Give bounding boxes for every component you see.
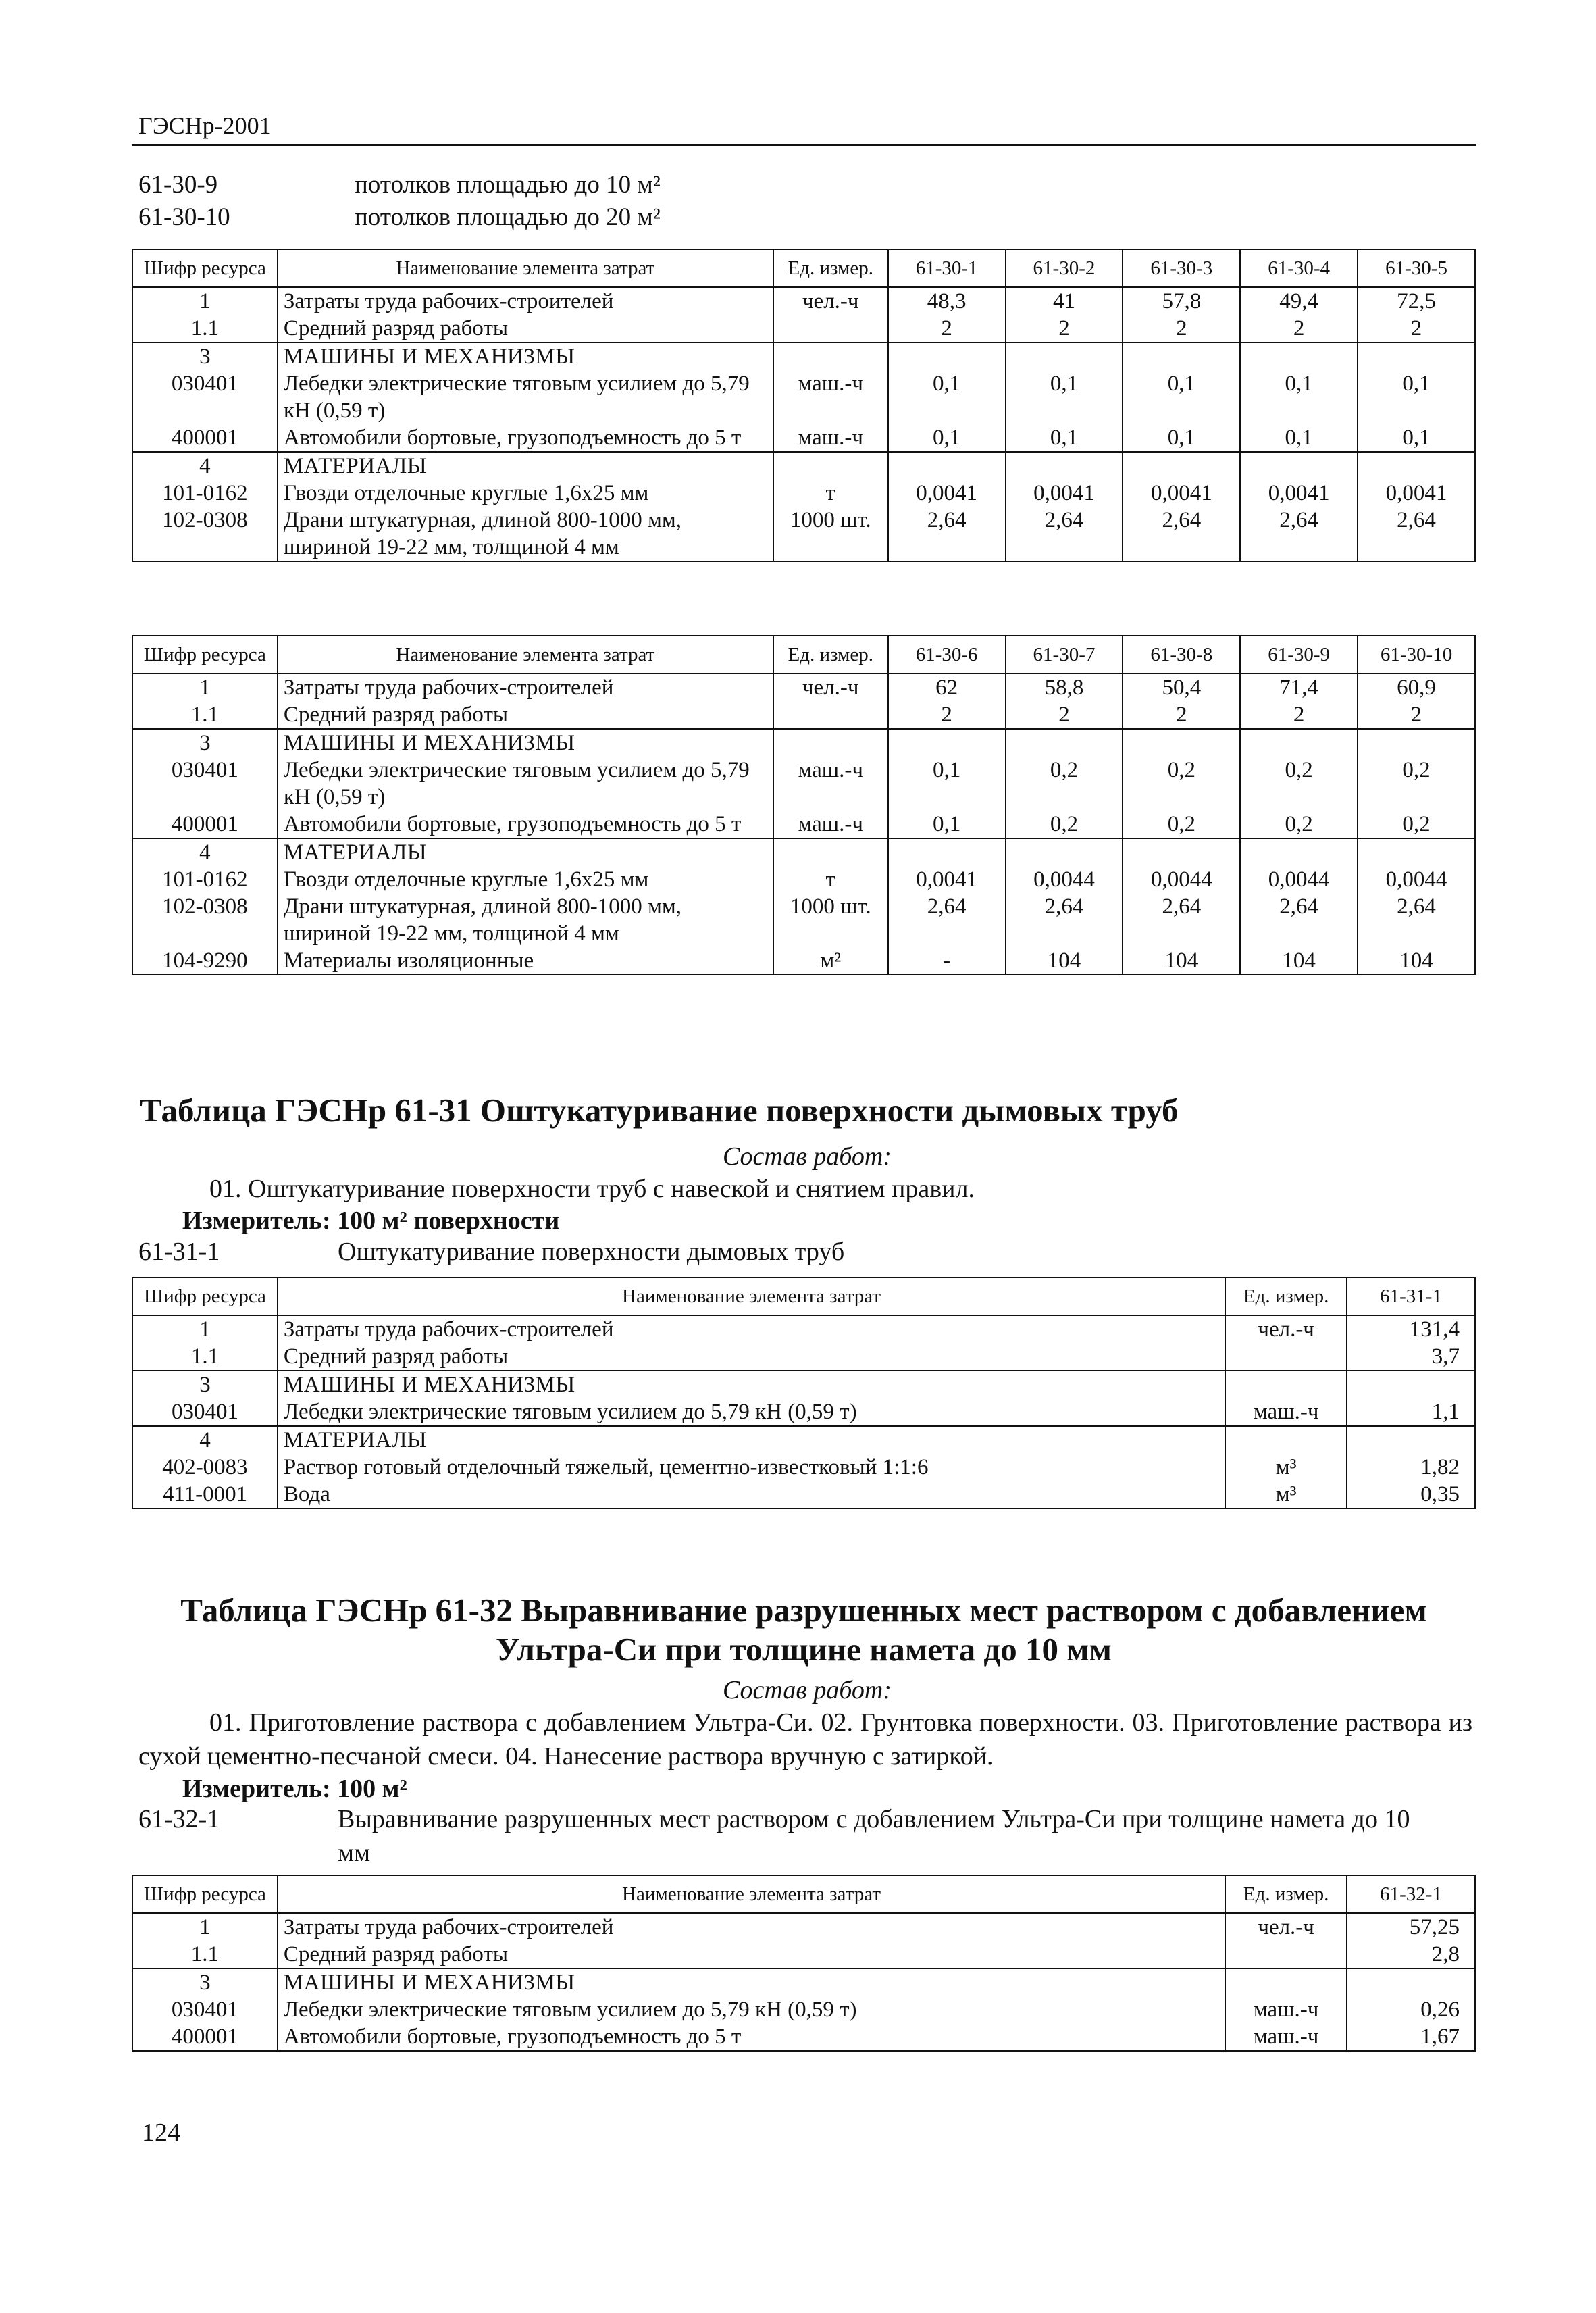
resource-code: 101-0162	[132, 480, 278, 507]
resource-name: Вода	[278, 1481, 1225, 1508]
intro-code-line	[138, 169, 661, 201]
value-cell	[1347, 1968, 1475, 1996]
intro-text: потолков площадью до 10 м²	[355, 171, 661, 199]
header-norm-code: 61-30-3	[1123, 249, 1240, 287]
running-header: ГЭСНр-2001	[138, 112, 272, 139]
value-cell: 1,82	[1347, 1454, 1475, 1481]
header-norm-code: 61-30-9	[1240, 636, 1358, 673]
table-header-row	[132, 1875, 1475, 1913]
unit-cell: м³	[1225, 1454, 1347, 1481]
table-row	[132, 424, 1475, 452]
unit-cell: маш.-ч	[773, 370, 888, 424]
unit-cell: маш.-ч	[773, 424, 888, 452]
resource-name: Автомобили бортовые, грузоподъемность до 5 т	[278, 424, 773, 452]
value-cell: 0,0041	[1358, 480, 1475, 507]
value-cell: 0,0044	[1006, 866, 1123, 893]
value-cell: 57,8	[1123, 287, 1240, 315]
unit-cell: чел.-ч	[1225, 1913, 1347, 1941]
value-cell	[1123, 729, 1240, 757]
meter-text: Измеритель: 100 м² поверхности	[182, 1206, 560, 1235]
resource-code: 104-9290	[132, 947, 278, 975]
value-cell: 2	[1240, 701, 1358, 729]
norm-code-line	[138, 1235, 1476, 1269]
value-cell: 0,1	[888, 811, 1006, 838]
section-title-61-31: Таблица ГЭСНр 61-31 Оштукатуривание поверхности дымовых труб	[140, 1092, 1179, 1129]
section-heading: МАТЕРИАЛЫ	[278, 1426, 1225, 1454]
value-cell: 0,1	[1123, 370, 1240, 424]
value-cell	[1123, 838, 1240, 866]
table-row	[132, 757, 1475, 811]
meter-text: Измеритель: 100 м²	[182, 1775, 407, 1803]
table-header-row	[132, 1277, 1475, 1315]
unit-cell	[1225, 1426, 1347, 1454]
value-cell: 2,64	[888, 507, 1006, 561]
table-row	[132, 480, 1475, 507]
resource-code: 411-0001	[132, 1481, 278, 1508]
header-norm-code: 61-31-1	[1347, 1277, 1475, 1315]
value-cell: 0,2	[1358, 757, 1475, 811]
value-cell: 0,1	[1006, 424, 1123, 452]
resource-name: Материалы изоляционные	[278, 947, 773, 975]
resource-table-61-30-6-10	[132, 635, 1476, 975]
value-cell: 0,35	[1347, 1481, 1475, 1508]
header-norm-code: 61-30-1	[888, 249, 1006, 287]
work-composition-text: 01. Оштукатуривание поверхности труб с навеской и снятием правил.	[209, 1175, 975, 1203]
resource-code: 030401	[132, 370, 278, 424]
value-cell: 2,64	[1006, 507, 1123, 561]
resource-name: Средний разряд работы	[278, 1941, 1225, 1968]
section-title-line-1: Таблица ГЭСНр 61-32 Выравнивание разрушенных мест раствором с добавлением	[180, 1592, 1427, 1629]
header-name: Наименование элемента затрат	[278, 1277, 1225, 1315]
header-norm-code: 61-30-5	[1358, 249, 1475, 287]
resource-name: Гвозди отделочные круглые 1,6х25 мм	[278, 480, 773, 507]
resource-name: Автомобили бортовые, грузоподъемность до 5 т	[278, 2023, 1225, 2051]
table-row	[132, 1996, 1475, 2023]
value-cell: 104	[1006, 947, 1123, 975]
table-row	[132, 1454, 1475, 1481]
header-name: Наименование элемента затрат	[278, 1875, 1225, 1913]
resource-code: 4	[132, 452, 278, 480]
unit-cell: маш.-ч	[1225, 1398, 1347, 1426]
value-cell: 2	[1358, 701, 1475, 729]
table-row	[132, 507, 1475, 561]
header-norm-code: 61-30-2	[1006, 249, 1123, 287]
value-cell: 2	[1006, 701, 1123, 729]
value-cell	[1240, 729, 1358, 757]
value-cell: 0,1	[888, 757, 1006, 811]
norm-code: 61-32-1	[138, 1805, 220, 1833]
header-norm-code: 61-30-8	[1123, 636, 1240, 673]
table-row	[132, 315, 1475, 342]
value-cell: 0,0041	[888, 480, 1006, 507]
header-norm-code: 61-30-6	[888, 636, 1006, 673]
section-heading: МАТЕРИАЛЫ	[278, 838, 773, 866]
resource-code: 4	[132, 1426, 278, 1454]
resource-code: 1.1	[132, 701, 278, 729]
value-cell: 50,4	[1123, 673, 1240, 701]
value-cell: 2,64	[1240, 893, 1358, 947]
table-header-row	[132, 249, 1475, 287]
value-cell: 2	[1240, 315, 1358, 342]
unit-cell: т	[773, 866, 888, 893]
value-cell: 0,2	[1123, 757, 1240, 811]
unit-cell	[773, 838, 888, 866]
unit-cell	[773, 452, 888, 480]
resource-code: 1.1	[132, 1941, 278, 1968]
table-row	[132, 2023, 1475, 2051]
resource-code: 402-0083	[132, 1454, 278, 1481]
value-cell: 0,1	[888, 370, 1006, 424]
table-row	[132, 1968, 1475, 1996]
value-cell: 72,5	[1358, 287, 1475, 315]
value-cell: 2	[1123, 315, 1240, 342]
value-cell: 0,1	[1006, 370, 1123, 424]
resource-name: Средний разряд работы	[278, 1343, 1225, 1371]
section-heading: МАШИНЫ И МЕХАНИЗМЫ	[278, 729, 773, 757]
table-row	[132, 729, 1475, 757]
unit-cell: чел.-ч	[773, 287, 888, 315]
section-title-61-32	[132, 1591, 1476, 1669]
resource-table-61-32	[132, 1875, 1476, 2052]
header-name: Наименование элемента затрат	[278, 636, 773, 673]
value-cell	[1006, 838, 1123, 866]
resource-code: 1.1	[132, 1343, 278, 1371]
section-heading: МАШИНЫ И МЕХАНИЗМЫ	[278, 1968, 1225, 1996]
value-cell: 58,8	[1006, 673, 1123, 701]
header-code: Шифр ресурса	[132, 636, 278, 673]
table-row	[132, 1913, 1475, 1941]
value-cell: 0,2	[1240, 757, 1358, 811]
value-cell: 2	[888, 701, 1006, 729]
table-row	[132, 866, 1475, 893]
value-cell: 1,67	[1347, 2023, 1475, 2051]
value-cell	[1240, 838, 1358, 866]
intro-text: потолков площадью до 20 м²	[355, 203, 661, 231]
resource-code: 3	[132, 1968, 278, 1996]
unit-cell: маш.-ч	[773, 811, 888, 838]
unit-cell: м²	[773, 947, 888, 975]
table-row	[132, 1941, 1475, 1968]
value-cell	[1240, 452, 1358, 480]
resource-code: 1	[132, 1913, 278, 1941]
unit-cell	[773, 729, 888, 757]
value-cell: 49,4	[1240, 287, 1358, 315]
section-title-line-2: Ультра-Си при толщине намета до 10 мм	[496, 1631, 1112, 1668]
resource-name: Затраты труда рабочих-строителей	[278, 287, 773, 315]
value-cell: 60,9	[1358, 673, 1475, 701]
table-row	[132, 1343, 1475, 1371]
value-cell: -	[888, 947, 1006, 975]
resource-code: 1.1	[132, 315, 278, 342]
resource-name: Лебедки электрические тяговым усилием до 5,79 кН (0,59 т)	[278, 370, 773, 424]
value-cell	[1006, 729, 1123, 757]
unit-cell: маш.-ч	[1225, 2023, 1347, 2051]
value-cell: 57,25	[1347, 1913, 1475, 1941]
value-cell: 2,64	[1123, 893, 1240, 947]
section-heading: МАШИНЫ И МЕХАНИЗМЫ	[278, 1371, 1225, 1398]
value-cell: 0,1	[1240, 370, 1358, 424]
header-unit: Ед. измер.	[773, 249, 888, 287]
resource-code: 030401	[132, 1398, 278, 1426]
value-cell: 0,1	[1358, 370, 1475, 424]
value-cell: 48,3	[888, 287, 1006, 315]
value-cell	[1006, 342, 1123, 370]
header-name: Наименование элемента затрат	[278, 249, 773, 287]
value-cell: 104	[1123, 947, 1240, 975]
resource-name: Лебедки электрические тяговым усилием до 5,79 кН (0,59 т)	[278, 1398, 1225, 1426]
header-unit: Ед. измер.	[1225, 1875, 1347, 1913]
value-cell	[1123, 452, 1240, 480]
resource-code: 102-0308	[132, 893, 278, 947]
resource-table-61-30-1-5	[132, 249, 1476, 562]
value-cell: 0,0041	[1006, 480, 1123, 507]
value-cell	[1006, 452, 1123, 480]
unit-cell: 1000 шт.	[773, 507, 888, 561]
resource-name: Затраты труда рабочих-строителей	[278, 1315, 1225, 1343]
table-row	[132, 452, 1475, 480]
header-unit: Ед. измер.	[773, 636, 888, 673]
value-cell: 2	[1123, 701, 1240, 729]
resource-code: 030401	[132, 757, 278, 811]
unit-cell	[1225, 1968, 1347, 1996]
value-cell: 2	[1006, 315, 1123, 342]
table-row	[132, 673, 1475, 701]
header-norm-code: 61-30-7	[1006, 636, 1123, 673]
resource-name: Автомобили бортовые, грузоподъемность до 5 т	[278, 811, 773, 838]
resource-name: Средний разряд работы	[278, 315, 773, 342]
unit-cell	[1225, 1343, 1347, 1371]
norm-code: 61-31-1	[138, 1238, 220, 1266]
value-cell: 1,1	[1347, 1398, 1475, 1426]
table-row	[132, 1315, 1475, 1343]
resource-code: 400001	[132, 811, 278, 838]
resource-code: 030401	[132, 1996, 278, 2023]
value-cell: 104	[1240, 947, 1358, 975]
table-row	[132, 1481, 1475, 1508]
value-cell: 2,64	[1006, 893, 1123, 947]
page-number: 124	[142, 2118, 180, 2147]
header-rule	[132, 144, 1476, 146]
header-norm-code: 61-30-10	[1358, 636, 1475, 673]
resource-name: Лебедки электрические тяговым усилием до 5,79 кН (0,59 т)	[278, 1996, 1225, 2023]
value-cell: 2,64	[1123, 507, 1240, 561]
header-unit: Ед. измер.	[1225, 1277, 1347, 1315]
table-row	[132, 370, 1475, 424]
value-cell: 0,2	[1006, 757, 1123, 811]
header-code: Шифр ресурса	[132, 1875, 278, 1913]
unit-cell: чел.-ч	[1225, 1315, 1347, 1343]
value-cell: 0,2	[1123, 811, 1240, 838]
unit-cell: чел.-ч	[773, 673, 888, 701]
resource-name: Драни штукатурная, длиной 800-1000 мм, шириной 19-22 мм, толщиной 4 мм	[278, 893, 773, 947]
table-row	[132, 287, 1475, 315]
unit-cell	[773, 315, 888, 342]
value-cell	[1123, 342, 1240, 370]
table-row	[132, 811, 1475, 838]
value-cell: 0,0041	[1240, 480, 1358, 507]
value-cell: 2,64	[888, 893, 1006, 947]
value-cell: 0,1	[1123, 424, 1240, 452]
norm-code-line	[138, 1802, 1476, 1870]
value-cell	[1358, 452, 1475, 480]
intro-code-list	[138, 169, 661, 234]
table-row	[132, 893, 1475, 947]
value-cell: 131,4	[1347, 1315, 1475, 1343]
resource-code: 400001	[132, 424, 278, 452]
unit-cell: м³	[1225, 1481, 1347, 1508]
unit-cell: 1000 шт.	[773, 893, 888, 947]
value-cell	[888, 342, 1006, 370]
header-code: Шифр ресурса	[132, 249, 278, 287]
resource-code: 3	[132, 342, 278, 370]
value-cell: 71,4	[1240, 673, 1358, 701]
value-cell: 0,1	[1240, 424, 1358, 452]
table-header-row	[132, 636, 1475, 673]
value-cell: 2,8	[1347, 1941, 1475, 1968]
value-cell	[1347, 1371, 1475, 1398]
resource-name: Средний разряд работы	[278, 701, 773, 729]
value-cell: 0,2	[1006, 811, 1123, 838]
unit-cell	[773, 342, 888, 370]
value-cell: 0,0041	[1123, 480, 1240, 507]
value-cell: 3,7	[1347, 1343, 1475, 1371]
header-norm-code: 61-30-4	[1240, 249, 1358, 287]
value-cell: 2	[1358, 315, 1475, 342]
resource-code: 1	[132, 287, 278, 315]
unit-cell	[1225, 1941, 1347, 1968]
section-heading: МАШИНЫ И МЕХАНИЗМЫ	[278, 342, 773, 370]
value-cell: 41	[1006, 287, 1123, 315]
table-row	[132, 1371, 1475, 1398]
resource-name: Раствор готовый отделочный тяжелый, цементно-известковый 1:1:6	[278, 1454, 1225, 1481]
unit-cell: маш.-ч	[773, 757, 888, 811]
table-row	[132, 947, 1475, 975]
table-row	[132, 701, 1475, 729]
value-cell: 0,1	[888, 424, 1006, 452]
section-heading: МАТЕРИАЛЫ	[278, 452, 773, 480]
header-code: Шифр ресурса	[132, 1277, 278, 1315]
intro-code-line	[138, 201, 661, 234]
value-cell: 2	[888, 315, 1006, 342]
work-composition-text: 01. Приготовление раствора с добавлением Ультра-Си. 02. Грунтовка поверхности. 03. Приготовление раствора из сухой цементно-песчаной смеси. 04. Нанесение раствора вручную с затиркой.	[138, 1708, 1472, 1771]
composition-label: Состав работ:	[722, 1142, 892, 1171]
table-row	[132, 1398, 1475, 1426]
value-cell: 0,26	[1347, 1996, 1475, 2023]
value-cell: 62	[888, 673, 1006, 701]
value-cell	[1240, 342, 1358, 370]
table-row	[132, 1426, 1475, 1454]
unit-cell: т	[773, 480, 888, 507]
value-cell	[888, 838, 1006, 866]
table-row	[132, 342, 1475, 370]
value-cell	[1358, 342, 1475, 370]
resource-code: 3	[132, 1371, 278, 1398]
value-cell: 0,0044	[1123, 866, 1240, 893]
unit-cell: маш.-ч	[1225, 1996, 1347, 2023]
resource-name: Лебедки электрические тяговым усилием до 5,79 кН (0,59 т)	[278, 757, 773, 811]
value-cell: 0,0044	[1240, 866, 1358, 893]
resource-code: 1	[132, 1315, 278, 1343]
value-cell	[1358, 838, 1475, 866]
resource-code: 400001	[132, 2023, 278, 2051]
value-cell: 2,64	[1240, 507, 1358, 561]
composition-label: Состав работ:	[722, 1676, 892, 1704]
value-cell: 0,2	[1240, 811, 1358, 838]
value-cell: 0,0044	[1358, 866, 1475, 893]
unit-cell	[773, 701, 888, 729]
value-cell	[1358, 729, 1475, 757]
resource-name: Затраты труда рабочих-строителей	[278, 1913, 1225, 1941]
header-norm-code: 61-32-1	[1347, 1875, 1475, 1913]
value-cell	[1347, 1426, 1475, 1454]
resource-name: Затраты труда рабочих-строителей	[278, 673, 773, 701]
resource-table-61-31	[132, 1277, 1476, 1509]
table-row	[132, 838, 1475, 866]
resource-code: 1	[132, 673, 278, 701]
intro-code: 61-30-10	[138, 203, 230, 231]
resource-code: 4	[132, 838, 278, 866]
value-cell: 2,64	[1358, 507, 1475, 561]
resource-code: 3	[132, 729, 278, 757]
intro-code: 61-30-9	[138, 171, 218, 199]
value-cell: 0,2	[1358, 811, 1475, 838]
value-cell: 0,1	[1358, 424, 1475, 452]
value-cell: 104	[1358, 947, 1475, 975]
norm-code-text: Выравнивание разрушенных мест раствором с добавлением Ультра-Си при толщине намета до 10 мм	[338, 1805, 1410, 1867]
resource-name: Драни штукатурная, длиной 800-1000 мм, шириной 19-22 мм, толщиной 4 мм	[278, 507, 773, 561]
value-cell	[888, 452, 1006, 480]
resource-code: 102-0308	[132, 507, 278, 561]
value-cell: 0,0041	[888, 866, 1006, 893]
unit-cell	[1225, 1371, 1347, 1398]
value-cell: 2,64	[1358, 893, 1475, 947]
resource-name: Гвозди отделочные круглые 1,6х25 мм	[278, 866, 773, 893]
resource-code: 101-0162	[132, 866, 278, 893]
norm-code-text: Оштукатуривание поверхности дымовых труб	[338, 1238, 845, 1266]
value-cell	[888, 729, 1006, 757]
